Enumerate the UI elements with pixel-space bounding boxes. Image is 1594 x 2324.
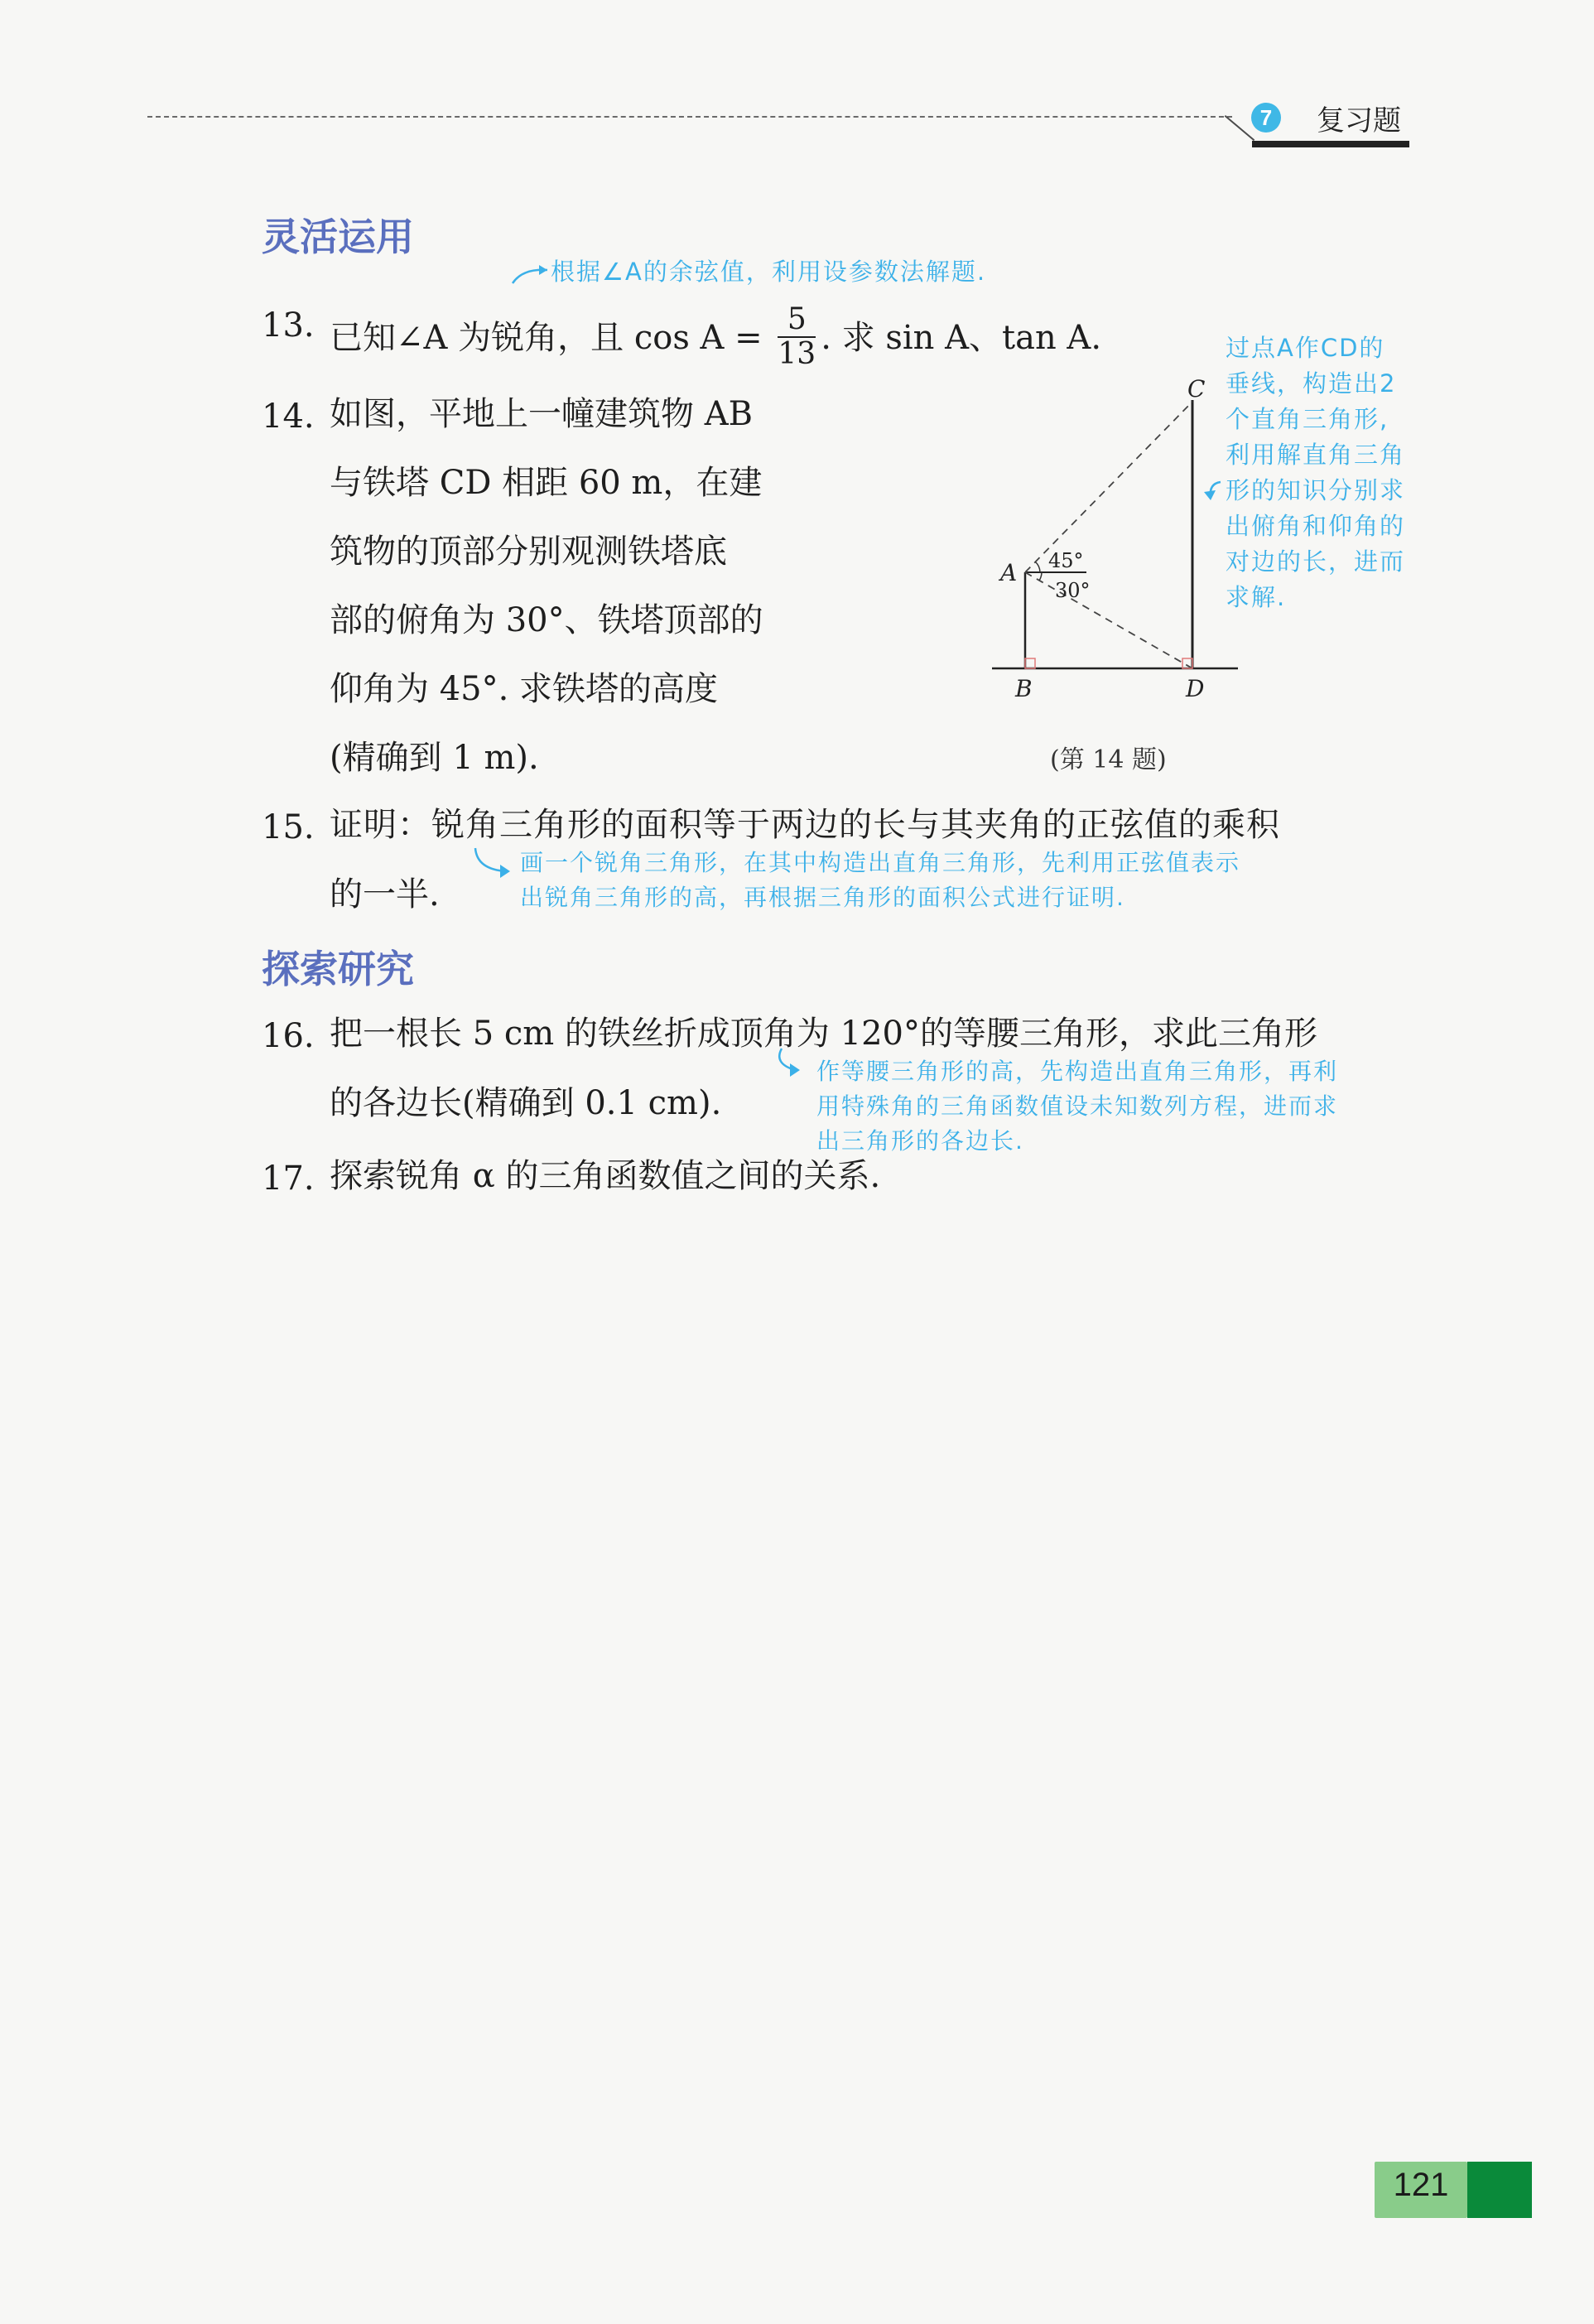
page-number-tab xyxy=(1467,2162,1532,2218)
problem-17-text: 探索锐角 α 的三角函数值之间的关系. xyxy=(330,1157,881,1195)
problem-13-number: 13. xyxy=(262,306,315,345)
note-16-line-2: 用特殊角的三角函数值设未知数列方程，进而求 xyxy=(816,1092,1339,1120)
problem-14-line-2: 与铁塔 CD 相距 60 m，在建 xyxy=(330,464,763,502)
problem-15-line-2: 的一半. xyxy=(330,875,440,914)
label-angle-45: 45° xyxy=(1048,549,1084,572)
problem-14-figure xyxy=(985,377,1250,708)
note-14-line-1: 过点A作CD的 xyxy=(1226,334,1385,362)
sight-line-ad xyxy=(1025,572,1192,668)
note-16-arrow-icon xyxy=(770,1045,815,1082)
fraction-numerator: 5 xyxy=(778,303,816,338)
note-15-line-1: 画一个锐角三角形，在其中构造出直角三角形，先利用正弦值表示 xyxy=(520,849,1241,876)
problem-14-line-5: 仰角为 45°. 求铁塔的高度 xyxy=(330,670,719,708)
note-14-line-8: 求解. xyxy=(1226,583,1287,611)
problem-16-line-1: 把一根长 5 cm 的铁丝折成顶角为 120°的等腰三角形，求此三角形 xyxy=(330,1015,1317,1053)
header-dashed-rule xyxy=(147,116,1232,118)
fraction-denominator: 13 xyxy=(778,337,816,371)
problem-14-number: 14. xyxy=(262,398,315,436)
note-13-arrow-icon xyxy=(509,262,551,287)
angle-arc-45 xyxy=(1035,562,1040,572)
header-divider-slash xyxy=(1225,115,1255,141)
note-14-line-6: 出俯角和仰角的 xyxy=(1226,512,1406,540)
note-14-line-5: 形的知识分别求 xyxy=(1226,476,1406,504)
cos-fraction xyxy=(778,303,816,371)
right-angle-b xyxy=(1025,658,1035,668)
page-number: 121 xyxy=(1393,2167,1449,2203)
note-15-line-2: 出锐角三角形的高，再根据三角形的面积公式进行证明. xyxy=(520,884,1125,911)
section-heading-flexible-use: 灵活运用 xyxy=(262,215,414,259)
problem-14-line-1: 如图，平地上一幢建筑物 AB xyxy=(330,395,753,433)
note-16-line-1: 作等腰三角形的高，先构造出直角三角形，再利 xyxy=(816,1058,1339,1085)
chapter-title: 复习题 xyxy=(1317,104,1401,137)
angle-arc-30 xyxy=(1039,572,1042,581)
note-14-line-7: 对边的长，进而 xyxy=(1226,547,1406,576)
label-a: A xyxy=(1000,559,1018,586)
problem-17-number: 17. xyxy=(262,1160,315,1198)
label-c: C xyxy=(1187,377,1206,403)
problem-15-number: 15. xyxy=(262,808,315,846)
problem-14-line-4: 部的俯角为 30°、铁塔顶部的 xyxy=(330,601,763,639)
problem-16-line-2: 的各边长(精确到 0.1 cm). xyxy=(330,1084,722,1122)
label-angle-30: 30° xyxy=(1055,579,1091,602)
note-15-arrow-icon xyxy=(470,845,515,881)
chapter-number-badge: 7 xyxy=(1251,103,1281,133)
problem-14-line-6: (精确到 1 m). xyxy=(330,739,539,777)
note-14-arrow-icon xyxy=(1192,475,1226,509)
note-13: 根据∠A的余弦值，利用设参数法解题. xyxy=(551,258,987,286)
problem-13-text xyxy=(330,302,1102,374)
label-d: D xyxy=(1186,675,1205,702)
note-14-line-2: 垂线，构造出2 xyxy=(1226,369,1397,398)
note-14-line-3: 个直角三角形, xyxy=(1226,405,1389,433)
section-heading-exploration: 探索研究 xyxy=(262,947,414,991)
figure-14-caption: (第 14 题) xyxy=(1050,745,1167,774)
label-b: B xyxy=(1015,675,1033,702)
note-16-line-3: 出三角形的各边长. xyxy=(816,1127,1024,1155)
problem-13-text-before: 已知∠A 为锐角，且 cos A = xyxy=(330,319,773,357)
problem-16-number: 16. xyxy=(262,1017,315,1055)
header-underline-bar xyxy=(1252,141,1409,147)
sight-line-ac xyxy=(1025,402,1192,572)
problem-13-text-after: . 求 sin A、tan A. xyxy=(821,319,1102,357)
problem-14-line-3: 筑物的顶部分别观测铁塔底 xyxy=(330,533,727,571)
problem-15-line-1: 证明：锐角三角形的面积等于两边的长与其夹角的正弦值的乘积 xyxy=(330,806,1280,844)
note-14-line-4: 利用解直角三角 xyxy=(1226,441,1406,469)
